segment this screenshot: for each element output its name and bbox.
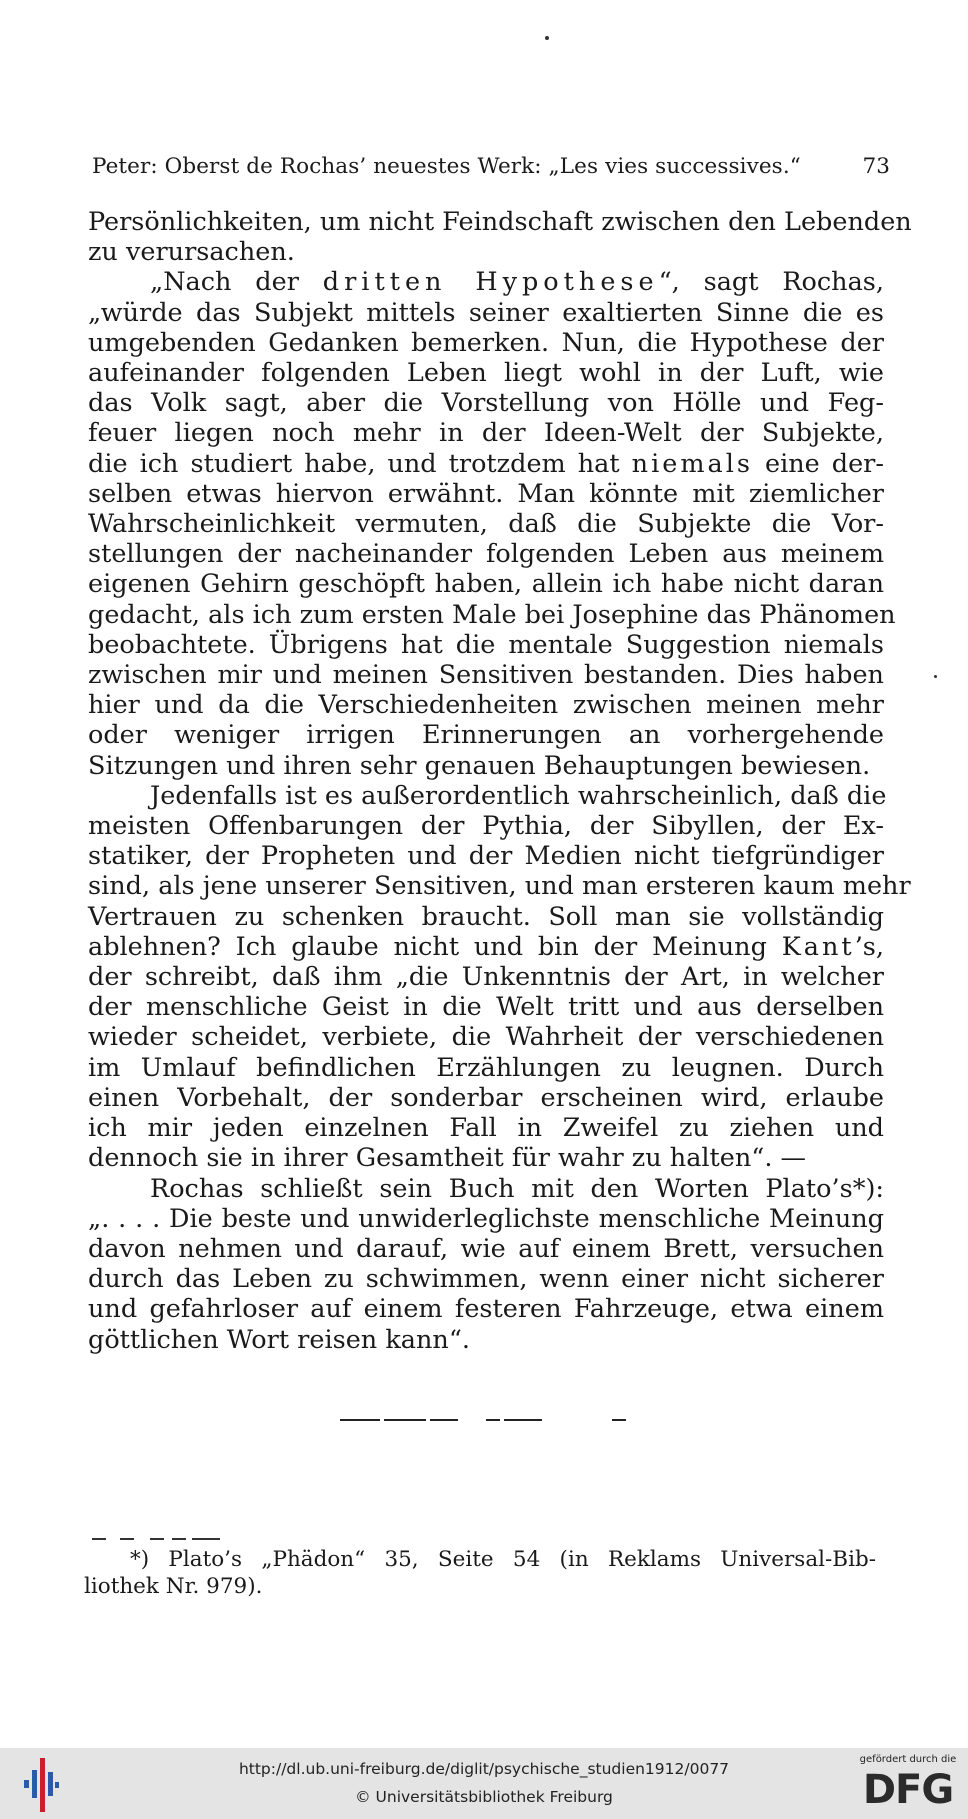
text-line: Persönlichkeiten, um nicht Feindschaft zwischen den Lebenden <box>88 207 912 237</box>
text-line: davon nehmen und darauf, wie auf einem Brett, versuchen <box>88 1233 884 1264</box>
text-line: „würde das Subjekt mittels seiner exaltierten Sinne die es <box>88 297 884 328</box>
text-line: Vertrauen zu schenken braucht. Soll man sie vollständig <box>88 901 884 932</box>
funder-caption: gefördert durch die <box>859 1754 957 1765</box>
text-line: Sitzungen und ihren sehr genauen Behauptungen bewiesen. <box>88 750 871 781</box>
section-separator <box>340 1419 630 1421</box>
text-line: die ich studiert habe, und trotzdem hat niemals eine der- <box>88 448 884 479</box>
dfg-logo <box>856 1754 960 1814</box>
copyright-notice: © Universitätsbibliothek Freiburg <box>355 1788 613 1806</box>
text-line: statiker, der Propheten und der Medien nicht tiefgründiger <box>88 841 884 872</box>
text-line: göttlichen Wort reisen kann“. <box>88 1324 470 1355</box>
text-line: hier und da die Verschiedenheiten zwischen meinen mehr <box>88 690 884 721</box>
text-line: meisten Offenbarungen der Pythia, der Sibyllen, der Ex- <box>88 811 884 842</box>
footnote-line: liothek Nr. 979). <box>84 1574 263 1599</box>
spaced-word: dritten Hypothese <box>322 267 659 298</box>
page-url[interactable]: http://dl.ub.uni-freiburg.de/diglit/psychische_studien1912/0077 <box>238 1760 730 1778</box>
text-line: der schreibt, daß ihm „die Unkenntnis der Art, in welcher <box>88 962 884 993</box>
page-number: 73 <box>862 154 890 179</box>
text-line: Wahrscheinlichkeit vermuten, daß die Subjekte die Vor- <box>88 509 884 540</box>
footnote <box>84 1546 876 1600</box>
text-line: „Nach der dritten Hypothese“, sagt Rochas, <box>150 267 884 298</box>
text-line: wieder scheidet, verbiete, die Wahrheit der verschiedenen <box>88 1022 884 1053</box>
text-line: oder weniger irrigen Erinnerungen an vorhergehende <box>88 720 884 751</box>
text-line: der menschliche Geist in die Welt tritt und aus derselben <box>88 992 884 1023</box>
text-line: stellungen der nacheinander folgenden Leben aus meinem <box>88 539 884 570</box>
text-line: beobachtete. Übrigens hat die mentale Suggestion niemals <box>88 629 884 660</box>
text-line: durch das Leben zu schwimmen, wenn einer nicht sicherer <box>88 1264 884 1295</box>
dfg-logo-text: DFG <box>862 1767 954 1813</box>
text-line: gedacht, als ich zum ersten Male bei Josephine das Phänomen <box>88 599 896 630</box>
text-line: eigenen Gehirn geschöpft haben, allein ich habe nicht daran <box>88 569 884 600</box>
text-line: umgebenden Gedanken bemerken. Nun, die Hypothese der <box>88 327 884 358</box>
footnote-line: *) Plato’s „Phädon“ 35, Seite 54 (in Reklams Universal-Bib- <box>130 1547 876 1572</box>
footnote-rule <box>92 1538 224 1540</box>
text-line: aufeinander folgenden Leben liegt wohl in der Luft, wie <box>88 358 884 389</box>
body-text <box>88 207 912 1355</box>
footer-bar <box>0 1748 968 1819</box>
page-speck-right <box>934 675 937 678</box>
text-line: Jedenfalls ist es außerordentlich wahrscheinlich, daß die <box>150 780 887 811</box>
page-speck-top <box>545 36 549 40</box>
text-line: feuer liegen noch mehr in der Ideen-Welt der Subjekte, <box>88 418 884 449</box>
text-line: einen Vorbehalt, der sonderbar erscheinen wird, erlaube <box>88 1082 884 1113</box>
running-title: Peter: Oberst de Rochas’ neuestes Werk: „Les vies successives.“ <box>92 154 801 179</box>
running-head <box>92 154 890 179</box>
spaced-word: niemals <box>631 448 753 479</box>
text-line: „. . . . Die beste und unwiderleglichste menschliche Meinung <box>88 1203 884 1234</box>
text-line: zwischen mir und meinen Sensitiven bestanden. Dies haben <box>88 660 884 691</box>
text-line: ablehnen? Ich glaube nicht und bin der Meinung Kant’s, <box>88 931 884 962</box>
text-line: dennoch sie in ihrer Gesamtheit für wahr zu halten“. — <box>88 1143 807 1174</box>
text-line: das Volk sagt, aber die Vorstellung von Hölle und Feg- <box>88 388 884 419</box>
text-line: zu verursachen. <box>88 237 295 268</box>
text-line: und gefahrloser auf einem festeren Fahrzeuge, etwa einem <box>88 1294 884 1325</box>
text-line: ich mir jeden einzelnen Fall in Zweifel zu ziehen und <box>88 1113 884 1144</box>
text-line: sind, als jene unserer Sensitiven, und man ersteren kaum mehr <box>88 871 911 902</box>
text-line: im Umlauf befindlichen Erzählungen zu leugnen. Durch <box>88 1052 884 1083</box>
spaced-word: Kant <box>781 931 855 962</box>
text-line: selben etwas hiervon erwähnt. Man könnte mit ziemlicher <box>88 478 884 509</box>
text-line: Rochas schließt sein Buch mit den Worten Plato’s*): <box>150 1173 884 1204</box>
